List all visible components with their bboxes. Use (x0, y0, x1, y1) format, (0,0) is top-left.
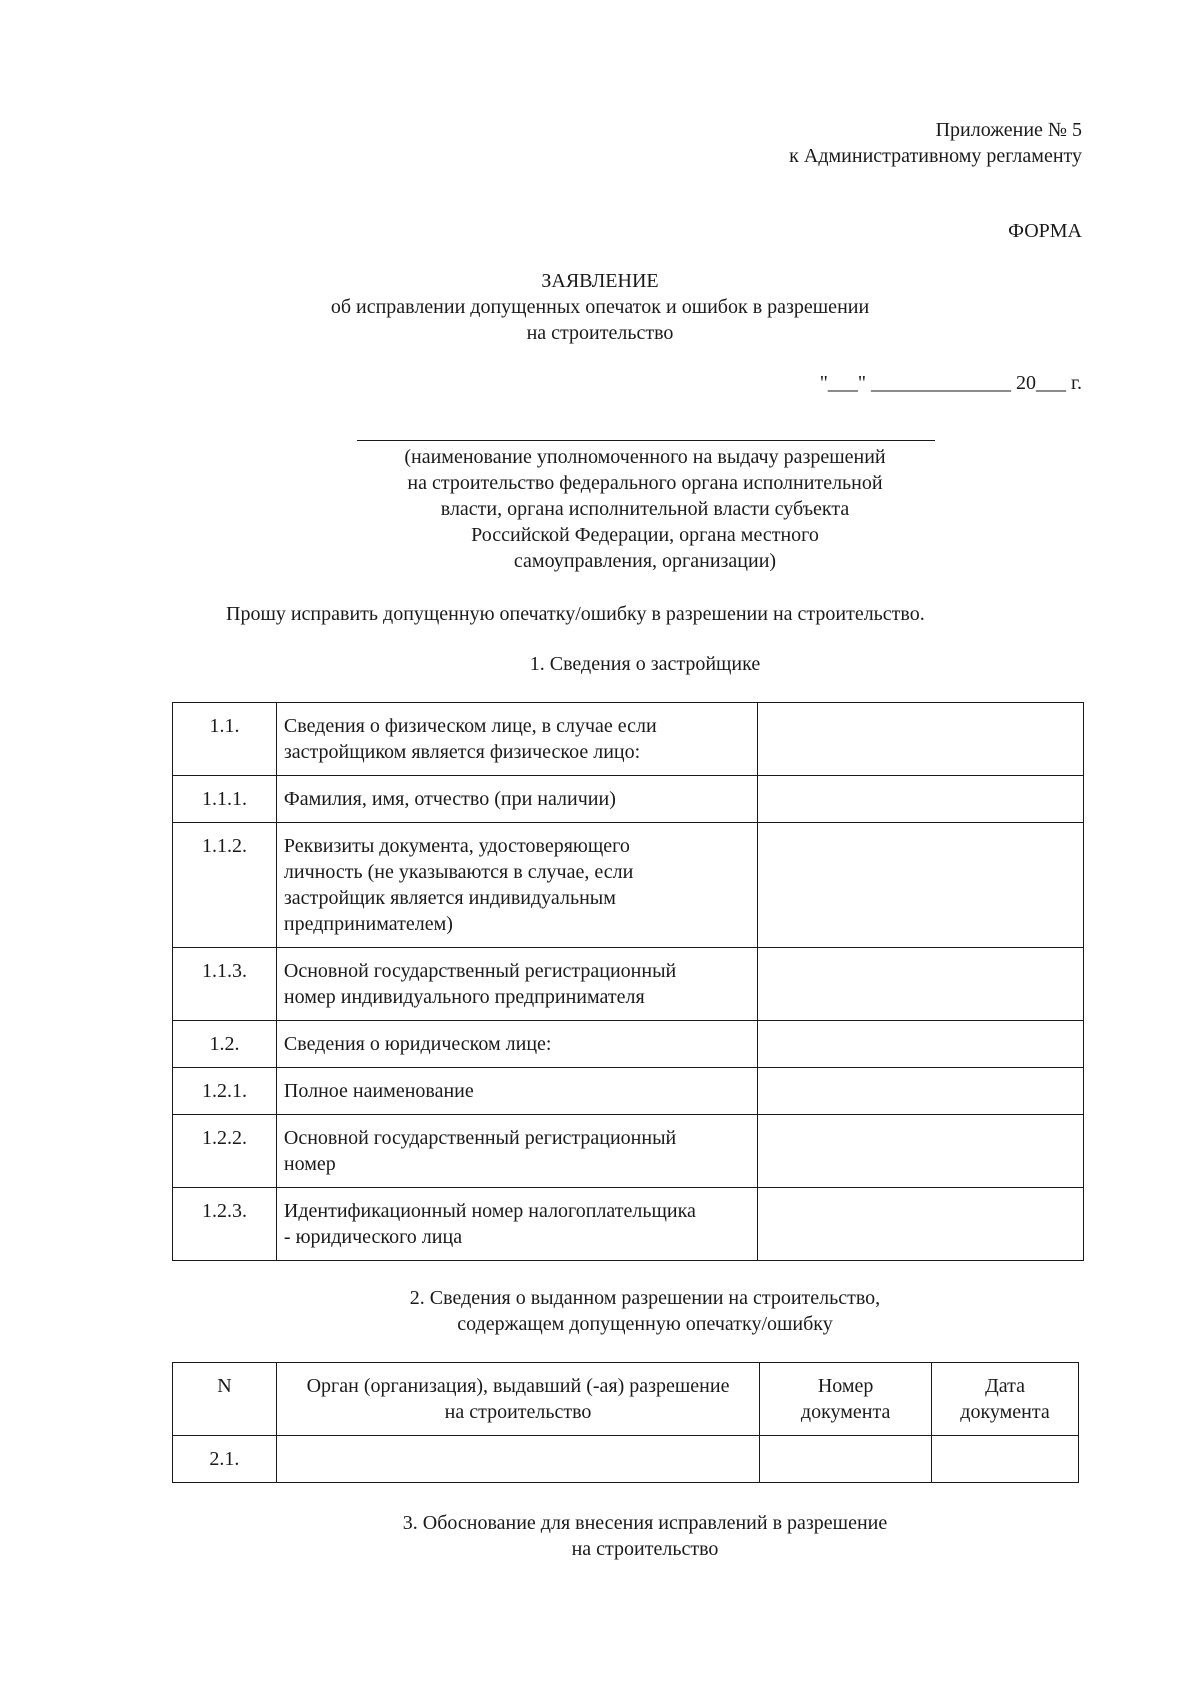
developer-row-label-line: номер (283, 1153, 336, 1175)
developer-row-num (173, 703, 277, 776)
date-year-prefix: 20 (1016, 372, 1037, 394)
developer-row-label-line: - юридического лица (283, 1226, 463, 1248)
developer-row-label-line: номер индивидуального предпринимателя (283, 986, 645, 1008)
permit-header-doc-num-line-2: документа (800, 1401, 891, 1423)
developer-row-num (173, 1115, 277, 1188)
developer-row-num-text: 1.2.3. (201, 1200, 247, 1222)
developer-row-num (173, 823, 277, 948)
authority-blank-line (357, 440, 935, 441)
developer-row-value (758, 948, 1083, 968)
developer-row-label-text (284, 1188, 758, 1260)
developer-table-row (173, 1115, 1084, 1188)
permit-header-org-line-1: Орган (организация), выдавший (-ая) разрешение (306, 1375, 730, 1397)
developer-row-label-text (284, 703, 758, 775)
developer-row-label (276, 1188, 758, 1261)
developer-row-label-text (284, 776, 758, 822)
developer-row-num-text: 1.2.1. (201, 1080, 247, 1102)
permit-header-org-line-2: на строительство (444, 1401, 592, 1423)
developer-row-label-line: личность (не указываются в случае, если (283, 861, 634, 883)
developer-row-value-cell[interactable] (758, 703, 1084, 776)
authority-caption-line-1: (наименование уполномоченного на выдачу разрешений (404, 446, 886, 468)
permit-header-doc-date-line-2: документа (960, 1401, 1050, 1423)
permit-row-doc-date-cell[interactable] (932, 1436, 1079, 1483)
permit-header-org (276, 1363, 759, 1436)
section-1-title: 1. Сведения о застройщике (529, 653, 761, 675)
section-3-title-line-1: 3. Обоснование для внесения исправлений в разрешение (402, 1512, 888, 1534)
date-quote-close: " (857, 372, 867, 394)
permit-table-row (173, 1436, 1079, 1483)
developer-row-num-text: 1.2.2. (201, 1127, 247, 1149)
section-2-title-line-2: содержащем допущенную опечатку/ошибку (457, 1313, 833, 1335)
developer-row-value (758, 1068, 1083, 1088)
developer-row-value-cell[interactable] (758, 948, 1084, 1021)
authority-caption-line-5: самоуправления, организации) (513, 550, 777, 572)
developer-row-label-line: Идентификационный номер налогоплательщика (283, 1200, 696, 1222)
appendix-line-2: к Административному регламенту (789, 145, 1082, 167)
developer-table-row (173, 823, 1084, 948)
developer-table-row (173, 776, 1084, 823)
developer-table-row (173, 948, 1084, 1021)
date-day-blank: ___ (827, 372, 858, 394)
developer-row-label-line: Сведения о физическом лице, в случае если (283, 715, 657, 737)
developer-row-label-text (284, 1021, 758, 1067)
developer-table-row (173, 1188, 1084, 1261)
permit-table-header-row (173, 1363, 1079, 1436)
date-line (820, 370, 1082, 396)
developer-row-label (276, 948, 758, 1021)
developer-row-value (758, 776, 1083, 796)
developer-row-value (758, 703, 1083, 723)
developer-row-value-cell[interactable] (758, 1188, 1084, 1261)
developer-row-label-line: Полное наименование (283, 1080, 474, 1102)
developer-row-label-line: застройщик является индивидуальным (283, 887, 616, 909)
developer-row-value-cell[interactable] (758, 1021, 1084, 1068)
document-subtitle-line-2: на строительство (526, 322, 674, 344)
developer-row-label (276, 776, 758, 823)
developer-row-value (758, 1021, 1083, 1041)
permit-row-doc-num-cell[interactable] (760, 1436, 932, 1483)
permit-header-num (173, 1363, 277, 1436)
date-month-blank: ______________ (871, 372, 1012, 394)
section-2-title-line-1: 2. Сведения о выданном разрешении на строительство, (409, 1287, 881, 1309)
developer-row-value (758, 1115, 1083, 1135)
developer-row-num (173, 1021, 277, 1068)
developer-row-value (758, 1188, 1083, 1208)
developer-row-num-text: 1.1.2. (201, 835, 247, 857)
developer-row-label (276, 1021, 758, 1068)
permit-header-doc-num (760, 1363, 932, 1436)
authority-caption-line-4: Российской Федерации, органа местного (471, 524, 819, 546)
permit-row-num (173, 1436, 277, 1483)
developer-row-num-text: 1.1.1. (201, 788, 247, 810)
developer-row-label (276, 823, 758, 948)
permit-header-doc-date-line-1: Дата (985, 1375, 1025, 1397)
permit-info-table (172, 1362, 1079, 1483)
permit-header-doc-num-text (760, 1363, 931, 1435)
developer-row-label (276, 1115, 758, 1188)
section-3-title-line-2: на строительство (571, 1538, 719, 1560)
date-year-suffix: г. (1071, 372, 1082, 394)
date-year-blank: ___ (1036, 372, 1067, 394)
developer-row-value-cell[interactable] (758, 1068, 1084, 1115)
form-label: ФОРМА (1008, 220, 1082, 242)
permit-row-org-cell[interactable] (276, 1436, 759, 1483)
developer-row-value-cell[interactable] (758, 776, 1084, 823)
developer-row-value-cell[interactable] (758, 1115, 1084, 1188)
developer-row-label-line: Основной государственный регистрационный (283, 960, 677, 982)
authority-caption-line-3: власти, органа исполнительной власти субъекта (440, 498, 850, 520)
developer-row-label-line: Основной государственный регистрационный (283, 1127, 677, 1149)
developer-row-label (276, 703, 758, 776)
permit-header-org-text (277, 1363, 759, 1435)
developer-row-num (173, 1188, 277, 1261)
appendix-line-1: Приложение № 5 (935, 119, 1082, 141)
developer-row-label-line: Сведения о юридическом лице: (283, 1033, 552, 1055)
developer-table-row (173, 703, 1084, 776)
permit-row-num-text: 2.1. (209, 1448, 240, 1470)
developer-row-num-text: 1.1.3. (201, 960, 247, 982)
permit-header-doc-num-line-1: Номер (817, 1375, 874, 1397)
developer-row-num (173, 948, 277, 1021)
date-quote-open: " (819, 372, 828, 394)
document-subtitle-line-1: об исправлении допущенных опечаток и ошибок в разрешении (330, 296, 870, 318)
developer-row-value (758, 823, 1083, 843)
developer-row-num-text: 1.1. (209, 715, 240, 737)
permit-header-doc-date (932, 1363, 1079, 1436)
developer-row-label-text (284, 1115, 758, 1187)
developer-row-label-line: предпринимателем) (283, 913, 453, 935)
developer-row-num-text: 1.2. (209, 1033, 240, 1055)
request-text: Прошу исправить допущенную опечатку/ошибку в разрешении на строительство. (226, 603, 925, 625)
document-title: ЗАЯВЛЕНИЕ (541, 270, 659, 292)
permit-row-doc-date-value (932, 1436, 1078, 1456)
permit-header-num-text: N (217, 1375, 232, 1397)
developer-row-label-text (284, 1068, 758, 1114)
developer-row-label-line: застройщиком является физическое лицо: (283, 741, 641, 763)
developer-row-label (276, 1068, 758, 1115)
developer-row-label-line: Фамилия, имя, отчество (при наличии) (283, 788, 616, 810)
permit-row-org-value (277, 1436, 759, 1456)
developer-row-label-line: Реквизиты документа, удостоверяющего (283, 835, 630, 857)
developer-row-label-text (284, 948, 758, 1020)
developer-row-label-text (284, 823, 758, 947)
developer-info-table (172, 702, 1084, 1261)
authority-caption-line-2: на строительство федерального органа исполнительной (407, 472, 883, 494)
permit-header-doc-date-text (932, 1363, 1078, 1435)
developer-row-value-cell[interactable] (758, 823, 1084, 948)
developer-row-num (173, 1068, 277, 1115)
developer-table-row (173, 1021, 1084, 1068)
developer-table-row (173, 1068, 1084, 1115)
permit-row-doc-num-value (760, 1436, 931, 1456)
developer-row-num (173, 776, 277, 823)
